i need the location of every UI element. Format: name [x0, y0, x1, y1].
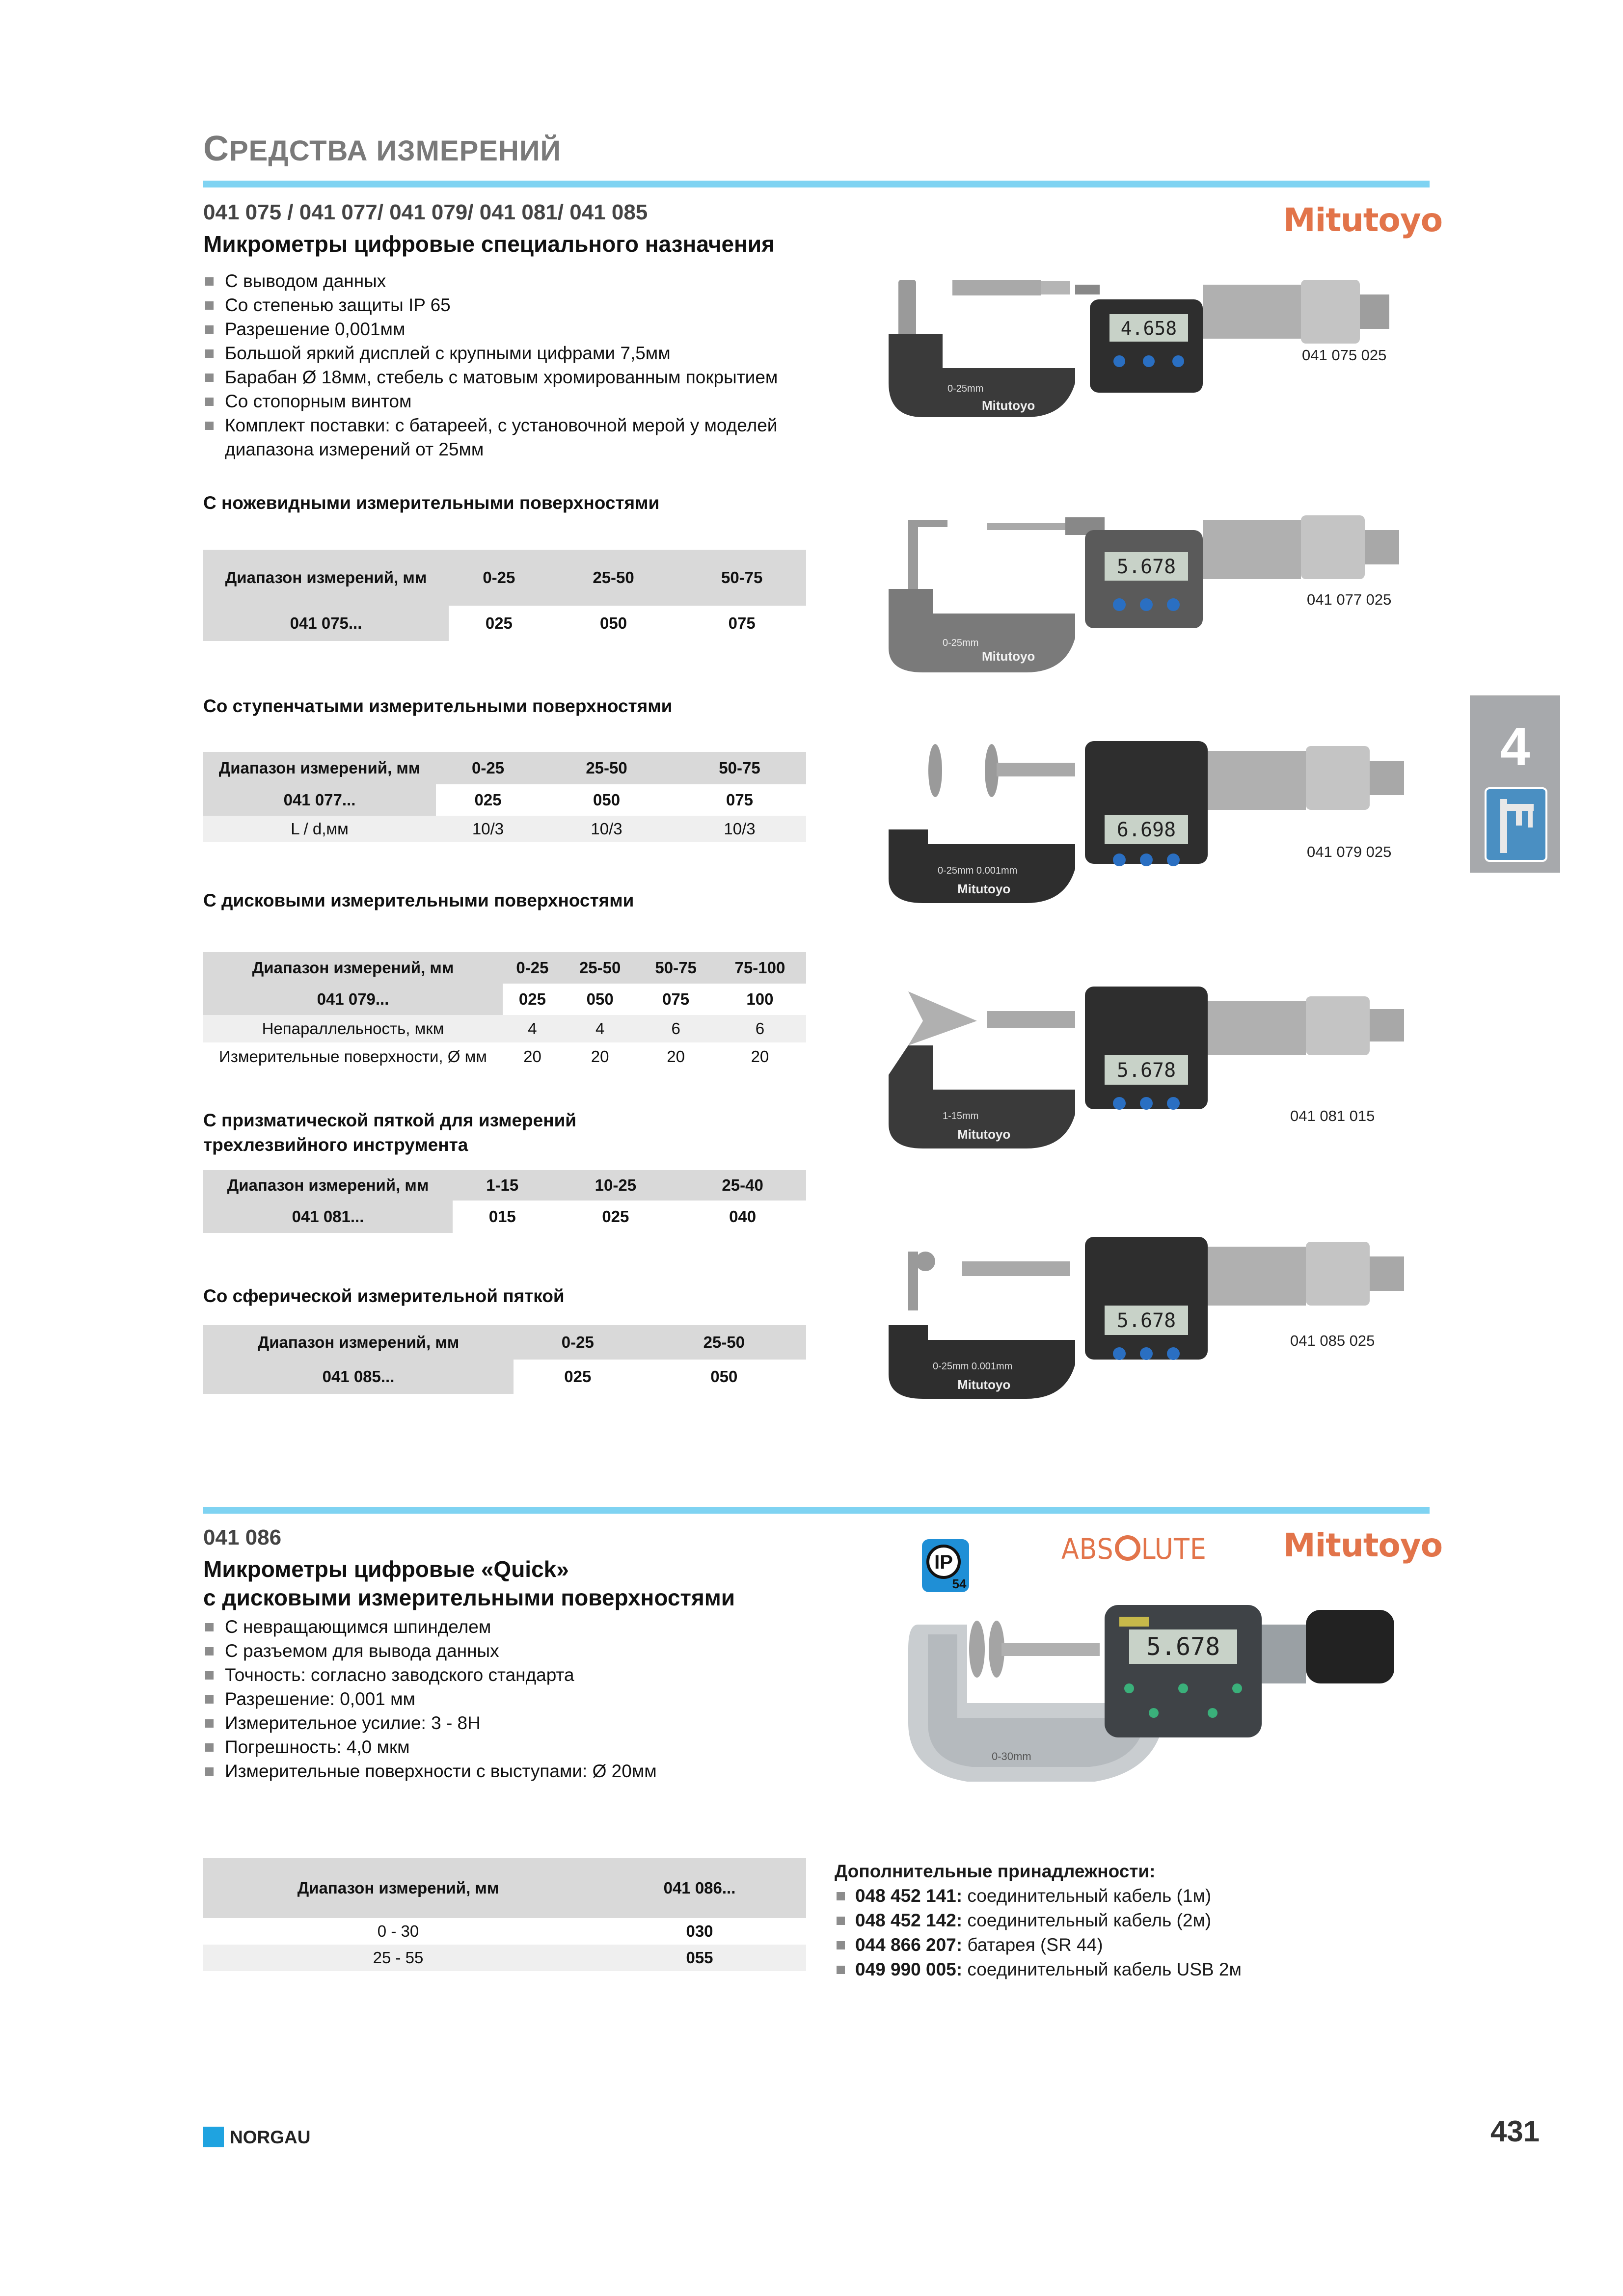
table-knife [203, 550, 806, 641]
table-header-cell: Диапазон измерений, мм [252, 959, 454, 977]
accessory-item: 044 866 207: батарея (SR 44) [835, 1933, 1242, 1957]
table-cell: 20 [751, 1047, 769, 1066]
table-header-cell: 50-75 [655, 959, 697, 977]
table-cell: 100 [746, 990, 774, 1008]
table-cell: 0 - 30 [377, 1922, 419, 1940]
chapter-number: 4 [1500, 717, 1530, 777]
section-divider [203, 181, 1430, 187]
section-divider [203, 1507, 1430, 1514]
table-cell: 050 [600, 614, 627, 632]
page-header-title: СРЕДСТВА ИЗМЕРЕНИЙ [203, 129, 562, 168]
feature-item: Разрешение 0,001мм [203, 317, 822, 341]
image-caption: 041 085 025 [1290, 1332, 1375, 1349]
table-header-cell: Диапазон измерений, мм [227, 1176, 429, 1194]
norgau-brand: NORGAU [230, 2127, 311, 2147]
svg-text:0-25mm: 0-25mm [947, 383, 984, 394]
section-heading-sphere: Со сферической измерительной пяткой [203, 1286, 565, 1306]
table-header-cell: 0-25 [561, 1333, 594, 1351]
table-cell: 025 [485, 614, 513, 632]
feature-list [203, 269, 822, 461]
svg-text:Mitutoyo: Mitutoyo [957, 1377, 1011, 1392]
table-cell: 041 081... [203, 1201, 453, 1233]
feature-item: Измерительное усилие: 3 - 8Н [203, 1711, 822, 1735]
table-header-cell: 1-15 [486, 1176, 519, 1194]
section-heading-disc: С дисковыми измерительными поверхностями [203, 890, 634, 910]
feature-list [203, 1615, 822, 1783]
accessory-item: 048 452 142: соединительный кабель (2м) [835, 1908, 1242, 1933]
section-heading-prism: С призматической пяткой для измерений трехлезвийного инструмента [203, 1110, 577, 1155]
accessory-item: 048 452 141: соединительный кабель (1м) [835, 1884, 1242, 1908]
table-header-cell: 75-100 [734, 959, 785, 977]
image-caption: 041 081 015 [1290, 1107, 1375, 1124]
table-header-cell: Диапазон измерений, мм [297, 1879, 499, 1897]
svg-text:0-25mm 0.001mm: 0-25mm 0.001mm [938, 865, 1018, 876]
absolute-logo: ABS LUTE [1061, 1532, 1207, 1566]
micrometer-image-quick [898, 1595, 1438, 1811]
micrometer-image-disc [879, 731, 1429, 908]
feature-item: Со степенью защиты IP 65 [203, 293, 822, 317]
image-caption: 041 077 025 [1307, 591, 1392, 608]
table-header-cell: 25-50 [579, 959, 621, 977]
table-cell: 025 [564, 1367, 592, 1386]
table-cell: 075 [662, 990, 690, 1008]
feature-item: Измерительные поверхности с выступами: Ø 20мм [203, 1759, 822, 1783]
svg-text:IP: IP [934, 1551, 953, 1573]
feature-item: Разрешение: 0,001 мм [203, 1687, 822, 1711]
page-number: 431 [1490, 2115, 1540, 2148]
svg-text:Mitutoyo: Mitutoyo [982, 398, 1035, 413]
table-header-cell: Диапазон измерений, мм [225, 568, 427, 587]
section-heading-knife: С ножевидными измерительными поверхностями [203, 493, 660, 513]
product-codes: 041 075 / 041 077/ 041 079/ 041 081/ 041 085 [203, 200, 648, 224]
table-cell: 20 [591, 1047, 609, 1066]
table-cell: 075 [726, 791, 754, 809]
table-cell: Измерительные поверхности, Ø мм [219, 1047, 487, 1066]
table-header-cell: 10-25 [595, 1176, 637, 1194]
table-header-cell: 50-75 [719, 759, 760, 777]
svg-text:5.678: 5.678 [1146, 1632, 1220, 1661]
table-cell: 055 [686, 1949, 713, 1967]
table-cell: 6 [755, 1019, 765, 1038]
table-cell: 041 077... [203, 784, 436, 816]
svg-text:6.698: 6.698 [1116, 819, 1176, 841]
table-cell: 025 [518, 990, 546, 1008]
table-cell: 6 [671, 1019, 680, 1038]
table-cell: 4 [528, 1019, 537, 1038]
micrometer-image-sphere [879, 1227, 1429, 1409]
table-prism [203, 1170, 806, 1233]
svg-text:0-25mm 0.001mm: 0-25mm 0.001mm [933, 1361, 1013, 1372]
norgau-logo-square [203, 2127, 224, 2147]
table-cell: 050 [586, 990, 614, 1008]
table-header-cell: 50-75 [721, 568, 763, 587]
accessory-item: 049 990 005: соединительный кабель USB 2м [835, 1957, 1242, 1982]
svg-text:1-15mm: 1-15mm [943, 1111, 979, 1121]
table-cell: 10/3 [591, 820, 622, 838]
feature-item: Точность: согласно заводского стандарта [203, 1663, 822, 1687]
table-cell: 050 [710, 1367, 738, 1386]
svg-text:5.678: 5.678 [1116, 1059, 1176, 1082]
micrometer-image-prism [879, 977, 1429, 1158]
micrometer-image-step [879, 501, 1429, 677]
table-cell: 10/3 [472, 820, 504, 838]
table-cell: 4 [595, 1019, 605, 1038]
feature-item: Большой яркий дисплей с крупными цифрами 7,5мм [203, 341, 822, 365]
svg-text:5.678: 5.678 [1116, 1309, 1176, 1332]
feature-item: Погрешность: 4,0 мкм [203, 1735, 822, 1759]
table-header-cell: 0-25 [483, 568, 515, 587]
section-heading-step: Со ступенчатыми измерительными поверхностями [203, 696, 673, 716]
accessories-title: Дополнительные принадлежности: [835, 1861, 1156, 1881]
table-header-cell: 0-25 [516, 959, 549, 977]
feature-item: С выводом данных [203, 269, 822, 293]
table-header-cell: 25-50 [586, 759, 627, 777]
feature-item: Со стопорным винтом [203, 389, 822, 413]
table-cell: 025 [602, 1207, 629, 1226]
table-cell: 015 [488, 1207, 516, 1226]
table-quick [203, 1858, 806, 1971]
table-cell: 041 075... [203, 606, 449, 641]
product-code: 041 086 [203, 1525, 282, 1549]
table-sphere [203, 1325, 806, 1394]
table-header-cell: 0-25 [472, 759, 505, 777]
table-header-cell: 25-50 [703, 1333, 745, 1351]
table-disc [203, 952, 806, 1071]
table-cell: 025 [474, 791, 502, 809]
table-header-cell: 25-50 [593, 568, 634, 587]
feature-item: С разъемом для вывода данных [203, 1639, 822, 1663]
caliper-icon [1485, 787, 1547, 862]
feature-item: Комплект поставки: с батареей, с установочной мерой у моделей диапазона измерений от 25мм [203, 413, 822, 461]
table-cell: 050 [593, 791, 621, 809]
display-readout: 4.658 [1120, 318, 1177, 339]
feature-item: С невращающимся шпинделем [203, 1615, 822, 1639]
mitutoyo-logo: Mitutoyo [1283, 1526, 1443, 1564]
table-header-cell: 041 086... [663, 1879, 736, 1897]
table-cell: 10/3 [724, 820, 756, 838]
accessories-list [835, 1884, 1242, 1982]
svg-text:0-25mm: 0-25mm [943, 638, 979, 648]
table-header-cell: 25-40 [722, 1176, 763, 1194]
svg-text:Mitutoyo: Mitutoyo [957, 1127, 1011, 1142]
product-title: Микрометры цифровые «Quick» с дисковыми измерительными поверхностями [203, 1556, 735, 1610]
table-cell: 20 [523, 1047, 541, 1066]
image-caption: 041 075 025 [1302, 347, 1387, 364]
ip54-icon [922, 1539, 969, 1592]
table-cell: Непараллельность, мкм [262, 1019, 444, 1038]
image-caption: 041 079 025 [1307, 843, 1392, 860]
svg-text:Mitutoyo: Mitutoyo [957, 881, 1011, 896]
svg-text:54: 54 [952, 1576, 967, 1591]
table-cell: 041 079... [203, 984, 503, 1015]
mitutoyo-logo: Mitutoyo [1283, 201, 1443, 239]
feature-item: Барабан Ø 18мм, стебель с матовым хромированным покрытием [203, 365, 822, 389]
table-header-cell: Диапазон измерений, мм [218, 759, 421, 777]
product-title: Микрометры цифровые специального назначения [203, 231, 775, 257]
table-step [203, 752, 806, 842]
table-header-cell: Диапазон измерений, мм [257, 1333, 460, 1351]
table-cell: 075 [728, 614, 756, 632]
chapter-tab [1470, 696, 1560, 873]
table-cell: 041 085... [203, 1360, 514, 1394]
table-cell: 030 [686, 1922, 713, 1940]
svg-text:0-30mm: 0-30mm [992, 1750, 1031, 1762]
svg-text:Mitutoyo: Mitutoyo [982, 649, 1035, 664]
table-cell: 25 - 55 [373, 1949, 424, 1967]
svg-text:5.678: 5.678 [1116, 556, 1176, 578]
table-cell: L / d,мм [291, 820, 349, 838]
table-cell: 20 [667, 1047, 685, 1066]
table-cell: 040 [729, 1207, 757, 1226]
